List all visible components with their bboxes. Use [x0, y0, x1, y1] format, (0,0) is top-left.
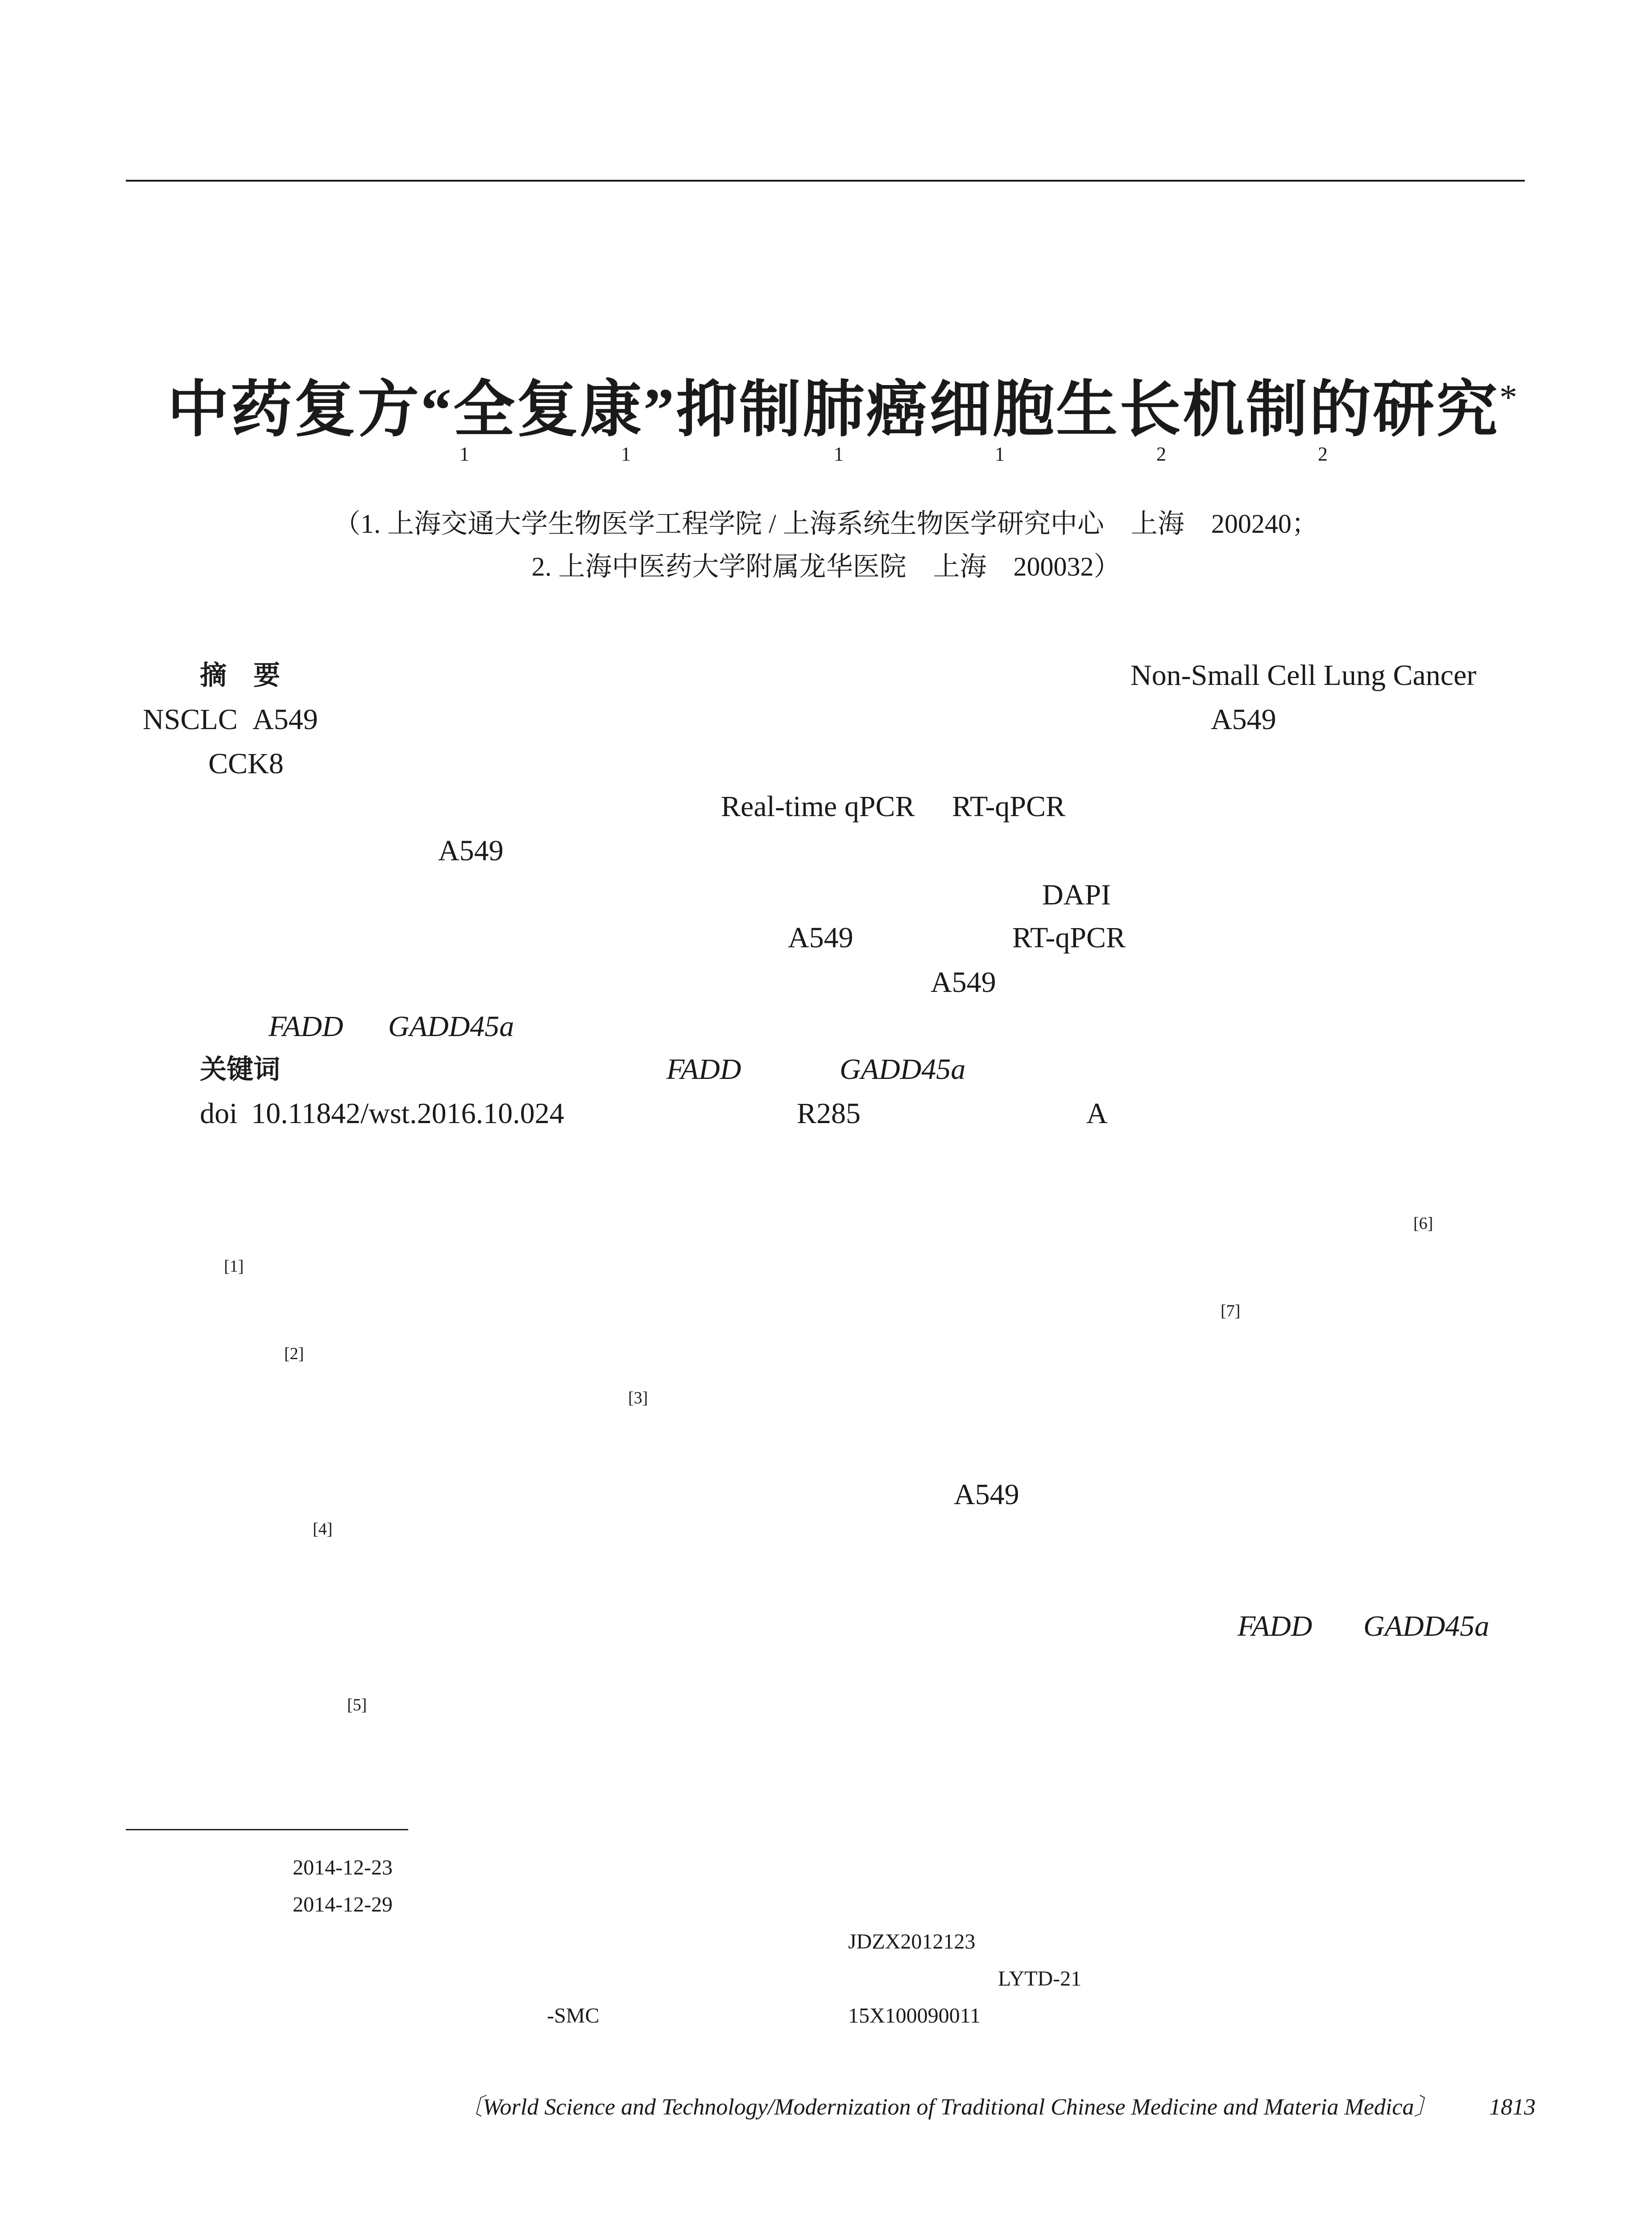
keywords-heading: 关键词	[200, 1054, 280, 1085]
author-affiliation-mark: 2	[1318, 443, 1328, 465]
grant-number: JDZX2012123	[848, 1930, 976, 1953]
author-affiliation-mark: 1	[460, 443, 469, 465]
abstract-cell-line: A549	[1211, 703, 1276, 736]
document-code: A	[1086, 1097, 1108, 1130]
page-number: 1813	[1489, 2094, 1536, 2120]
citation-marker: [7]	[1221, 1302, 1241, 1320]
abstract-method-1: Real-time qPCR	[721, 790, 915, 823]
abstract-term-en: Non-Small Cell Lung Cancer	[1130, 659, 1477, 692]
citation-marker: [6]	[1413, 1214, 1433, 1233]
citation-marker: [5]	[347, 1696, 367, 1714]
header-rule	[126, 180, 1525, 182]
body-gene-1: FADD	[1238, 1610, 1312, 1642]
footnote-rule	[126, 1829, 408, 1830]
abstract-stain: DAPI	[1042, 879, 1111, 911]
article-title-text: 中药复方“全复康”抑制肺癌细胞生长机制的研究	[167, 376, 1499, 444]
grant-number: -SMC	[547, 2004, 600, 2028]
abstract-gene-1: FADD	[269, 1010, 344, 1043]
doi-value: 10.11842/wst.2016.10.024	[251, 1097, 564, 1130]
body-gene-2: GADD45a	[1363, 1610, 1490, 1642]
affiliation-line-1: （1. 上海交通大学生物医学工程学院 / 上海系统生物医学研究中心 上海 200240；	[334, 509, 1318, 539]
author-affiliation-mark: 1	[621, 443, 631, 465]
abstract-cell-line: A549	[438, 834, 504, 867]
grant-number: 15X100090011	[848, 2004, 981, 2028]
abstract-gene-2: GADD45a	[388, 1010, 514, 1043]
author-affiliation-mark: 2	[1156, 443, 1166, 465]
abstract-abbr: NSCLC	[143, 703, 238, 736]
author-affiliation-mark: 1	[834, 443, 844, 465]
clc-number: R285	[797, 1097, 861, 1130]
abstract-cell-line: A549	[931, 966, 996, 999]
abstract-cell-line: A549	[788, 921, 853, 954]
doi-label: doi	[200, 1097, 238, 1130]
abstract-method-2: RT-qPCR	[1012, 921, 1126, 954]
body-cell-line: A549	[954, 1478, 1019, 1511]
keyword-gene-1: FADD	[667, 1053, 741, 1086]
abstract-heading: 摘 要	[200, 660, 280, 691]
received-date: 2014-12-23	[293, 1856, 393, 1879]
title-footnote-mark: *	[1499, 378, 1519, 417]
article-title	[0, 318, 1652, 444]
citation-marker: [4]	[313, 1520, 333, 1538]
author-affiliation-mark: 1	[995, 443, 1005, 465]
affiliation-line-2: 2. 上海中医药大学附属龙华医院 上海 200032）	[531, 552, 1121, 581]
grant-number: LYTD-21	[998, 1967, 1082, 1990]
citation-marker: [1]	[224, 1257, 244, 1276]
journal-name: 〔World Science and Technology/Modernization of Traditional Chinese Medicine and Materia Medica〕	[460, 2094, 1437, 2120]
citation-marker: [3]	[628, 1389, 648, 1407]
keyword-gene-2: GADD45a	[840, 1053, 966, 1086]
citation-marker: [2]	[284, 1344, 304, 1363]
abstract-cell-line: A549	[253, 703, 318, 736]
abstract-method-2: RT-qPCR	[952, 790, 1066, 823]
abstract-assay: CCK8	[208, 747, 284, 780]
revised-date: 2014-12-29	[293, 1893, 393, 1916]
